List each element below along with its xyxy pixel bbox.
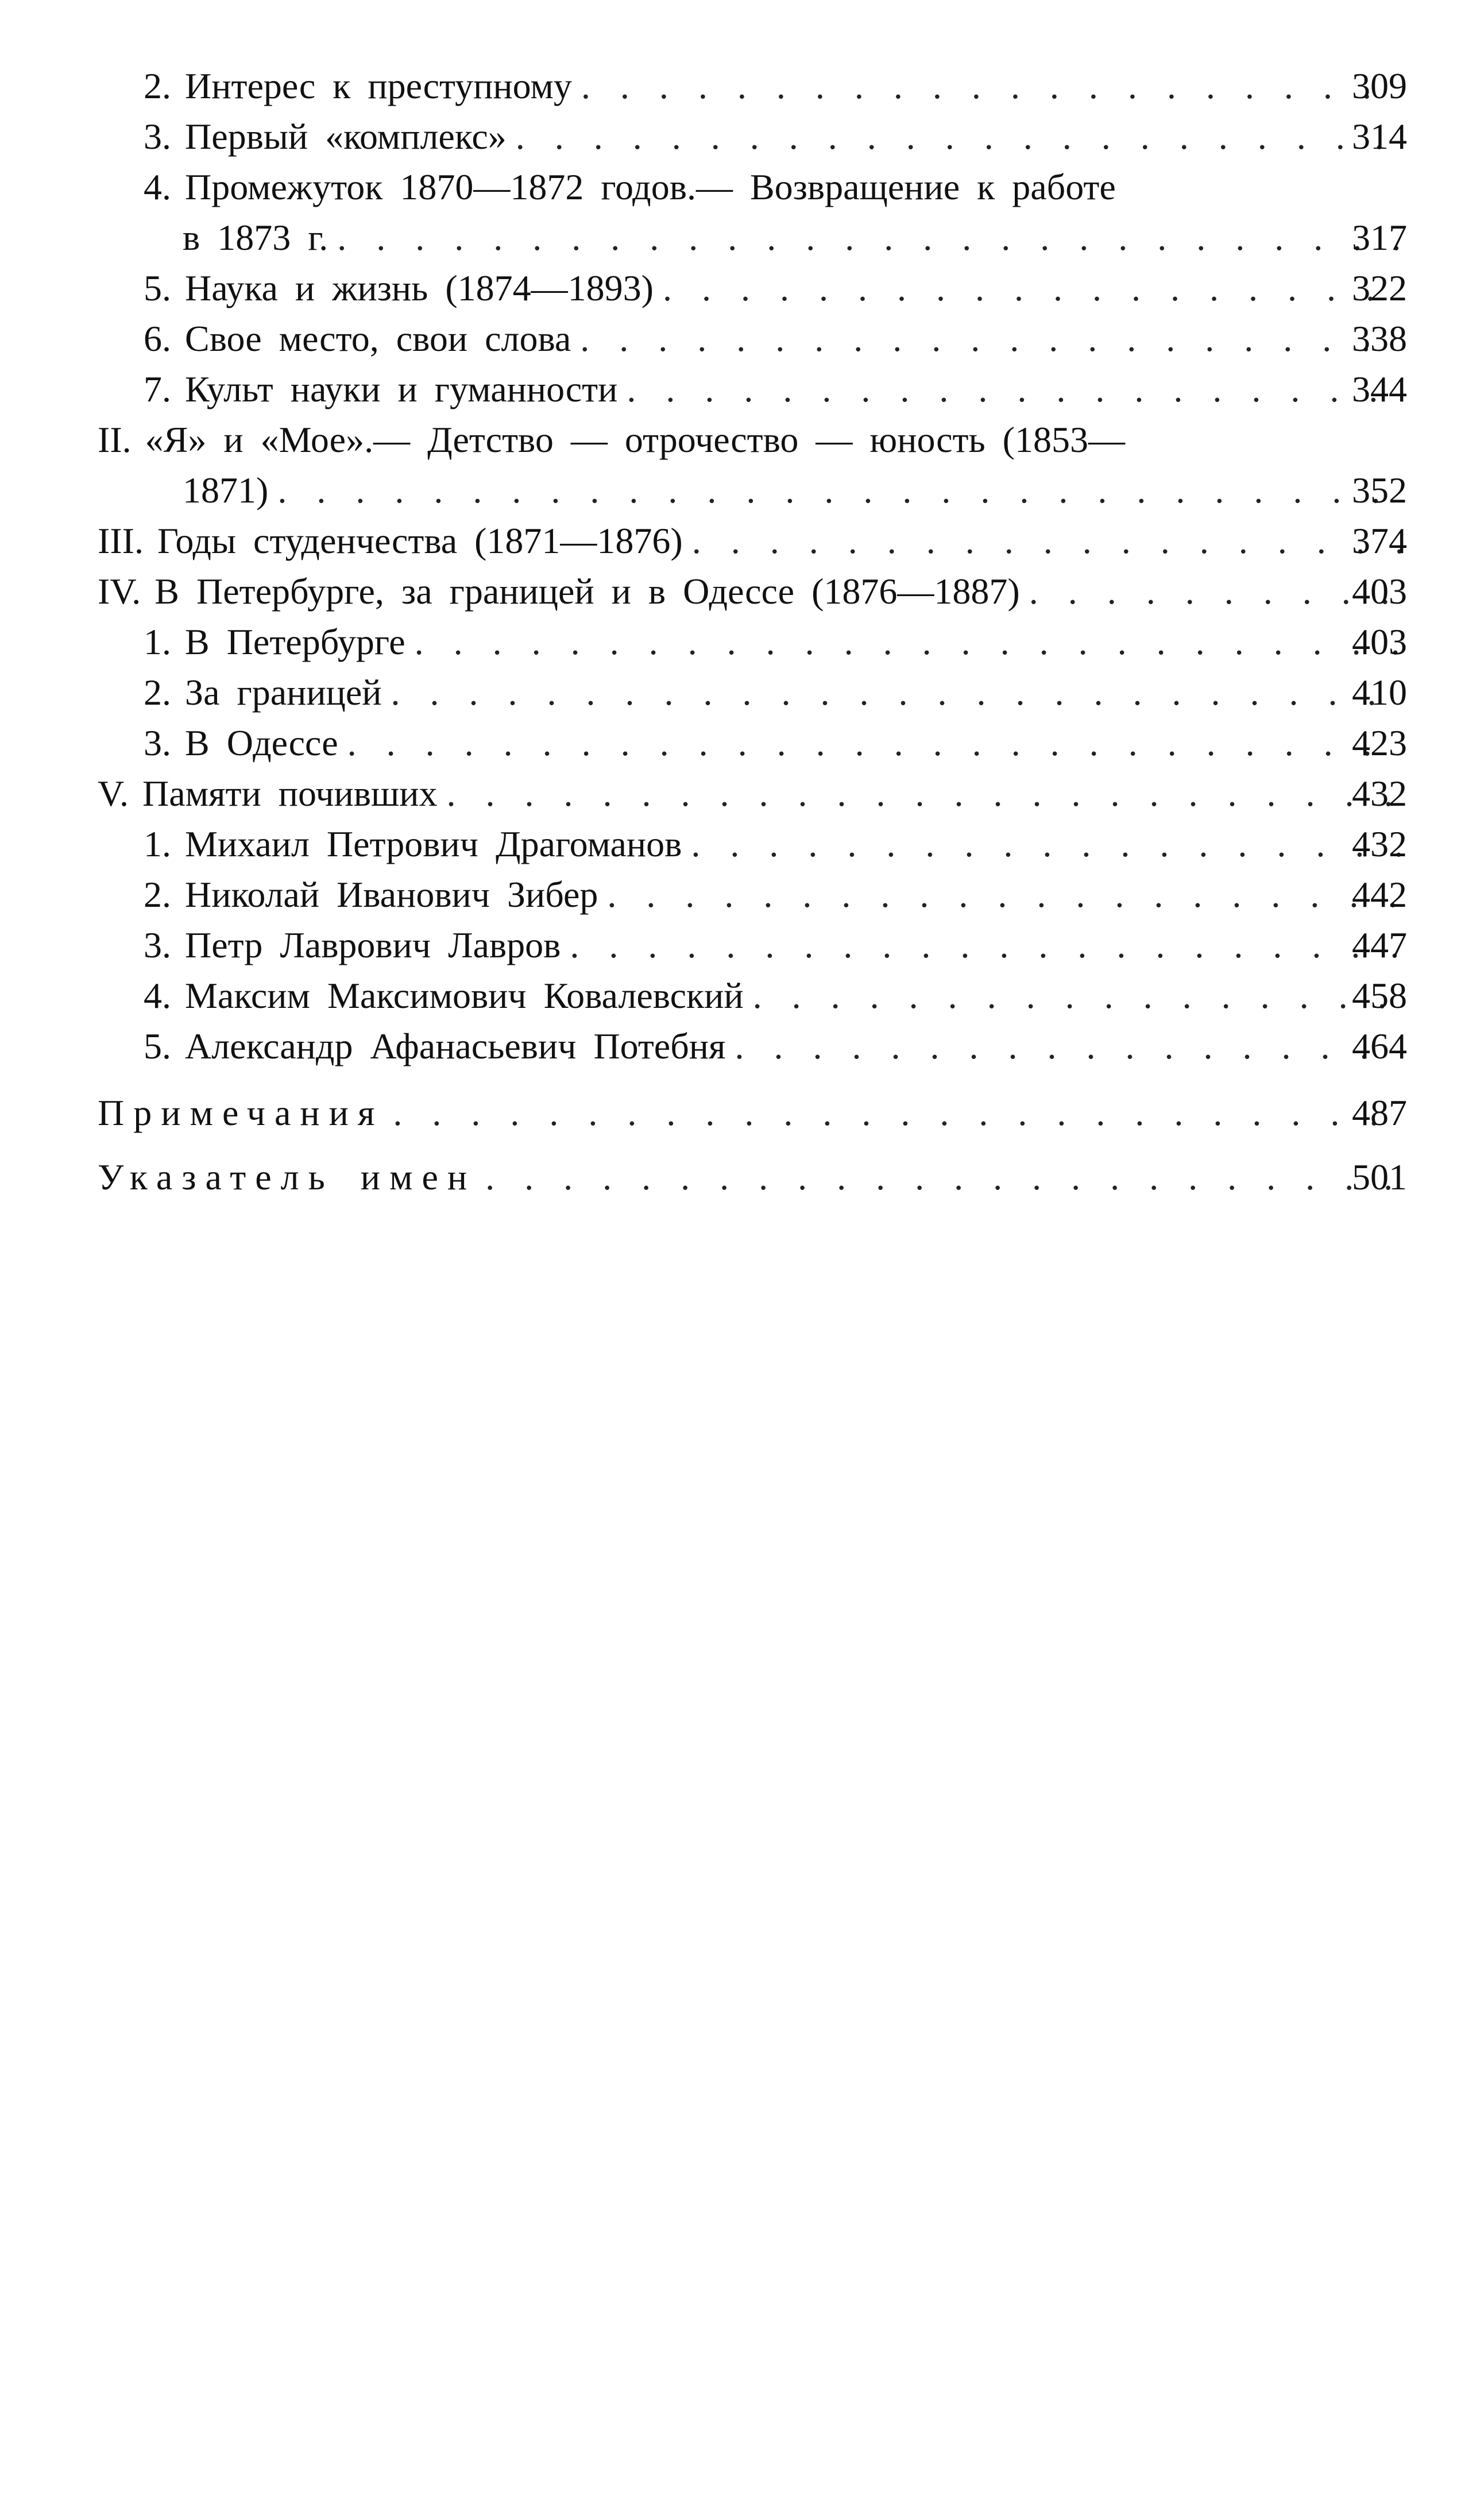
toc-entry-title: Промежуток 1870—1872 годов.— Возвращение к работе: [185, 167, 1116, 207]
toc-entry-title: Свое место, свои слова: [185, 318, 571, 359]
toc-entry-title: Наука и жизнь (1874—1893): [185, 268, 654, 308]
toc-entry-page: 423: [1352, 722, 1407, 763]
toc-entry-title: Памяти почивших: [142, 773, 438, 814]
dot-leader: [735, 1023, 1400, 1069]
toc-entry: [144, 720, 1407, 766]
toc-entry-number: 5.: [144, 1026, 171, 1066]
dot-leader: [485, 1154, 1400, 1200]
toc-entry-page: 314: [1352, 116, 1407, 157]
toc-entry-page: 432: [1352, 824, 1407, 864]
dot-leader: [277, 467, 1400, 513]
toc-entry-title: Первый «комплекс»: [185, 116, 507, 157]
dot-leader: [447, 771, 1400, 817]
toc-entry-page: 309: [1352, 65, 1407, 106]
toc-entry-page: 501: [1352, 1157, 1407, 1197]
toc-entry: [144, 63, 1407, 109]
toc-entry-number: III.: [98, 520, 144, 561]
toc-entry-page: 322: [1352, 268, 1407, 308]
toc-entry: [98, 417, 1304, 463]
toc-entry-page: 344: [1352, 369, 1407, 409]
toc-entry: [144, 670, 1407, 716]
dot-leader: [570, 922, 1400, 968]
toc-entry-number: IV.: [98, 571, 141, 612]
toc-entry: [144, 821, 1407, 867]
toc-entry: [98, 518, 1407, 564]
dot-leader: [580, 316, 1400, 362]
toc-entry-number: 3.: [144, 722, 171, 763]
toc-entry: [144, 316, 1407, 362]
toc-entry: [98, 771, 1407, 817]
toc-entry-title: Годы студенчества (1871—1876): [157, 520, 683, 561]
toc-entry-number: 5.: [144, 268, 171, 308]
toc-entry-continuation: [183, 467, 1407, 513]
toc-entry: [144, 872, 1407, 918]
toc-entry: [98, 569, 1407, 614]
dot-leader: [663, 265, 1400, 311]
toc-entry-page: 458: [1352, 975, 1407, 1016]
toc-entry-page: 487: [1352, 1092, 1407, 1133]
toc-entry-title: в 1873 г.: [183, 217, 329, 258]
toc-entry: [98, 1090, 1407, 1136]
dot-leader: [516, 114, 1400, 160]
toc-entry-page: 374: [1352, 520, 1407, 561]
toc-entry-number: II.: [98, 419, 132, 460]
toc-entry-page: 464: [1352, 1026, 1407, 1066]
dot-leader: [581, 63, 1400, 109]
toc-entry-number: 3.: [144, 116, 171, 157]
toc-entry-title: За границей: [185, 672, 382, 713]
toc-entry: [144, 973, 1407, 1019]
toc-entry-title: 1871): [183, 470, 269, 511]
toc-entry-page: 410: [1352, 672, 1407, 713]
toc-entry-page: 403: [1352, 571, 1407, 612]
toc-entry-number: 1.: [144, 824, 171, 864]
toc-entry-title: Николай Иванович Зибер: [185, 874, 598, 915]
toc-entry: [144, 164, 1292, 210]
dot-leader: [337, 215, 1400, 261]
toc-entry-number: 3.: [144, 925, 171, 965]
toc-entry-number: 4.: [144, 975, 171, 1016]
dot-leader: [415, 619, 1400, 665]
toc-entry-title: «Я» и «Мое».— Детство — отрочество — юность (1853—: [145, 419, 1125, 460]
dot-leader: [391, 670, 1400, 716]
toc-entry-number: 2.: [144, 672, 171, 713]
toc-entry-page: 447: [1352, 925, 1407, 965]
toc-entry: [144, 114, 1407, 160]
dot-leader: [607, 872, 1400, 918]
toc-entry-continuation: [183, 215, 1407, 261]
dot-leader: [753, 973, 1400, 1019]
toc-entry-title: В Петербурге, за границей и в Одессе (1876—1887): [154, 571, 1020, 612]
toc-entry-title: Примечания: [98, 1092, 384, 1133]
toc-entry-page: 442: [1352, 874, 1407, 915]
toc-entry: [144, 619, 1407, 665]
toc-entry-number: 2.: [144, 874, 171, 915]
toc-entry: [98, 1154, 1407, 1200]
toc-entry: [144, 366, 1407, 412]
toc-entry-number: 4.: [144, 167, 171, 207]
toc-entry-title: Культ науки и гуманности: [185, 369, 618, 409]
dot-leader: [691, 821, 1400, 867]
toc-entry-title: Интерес к преступному: [185, 65, 572, 106]
toc-entry-title: Александр Афанасьевич Потебня: [185, 1026, 726, 1066]
toc-entry-title: В Одессе: [185, 722, 338, 763]
toc-entry: [144, 1023, 1407, 1069]
toc-entry-title: Максим Максимович Ковалевский: [185, 975, 744, 1016]
dot-leader: [692, 518, 1400, 564]
toc-entry-title: Михаил Петрович Драгоманов: [185, 824, 682, 864]
toc-entry-number: 6.: [144, 318, 171, 359]
toc-entry: [144, 265, 1407, 311]
toc-entry-page: 338: [1352, 318, 1407, 359]
toc-entry-number: V.: [98, 773, 129, 814]
toc-entry-title: В Петербурге: [185, 621, 405, 662]
dot-leader: [627, 366, 1400, 412]
toc-entry-page: 317: [1352, 217, 1407, 258]
toc-entry-title: Указатель имен: [98, 1157, 477, 1197]
toc-entry-title: Петр Лаврович Лавров: [185, 925, 561, 965]
toc-entry-number: 2.: [144, 65, 171, 106]
toc-entry-page: 432: [1352, 773, 1407, 814]
dot-leader: [393, 1090, 1400, 1136]
toc-entry-number: 1.: [144, 621, 171, 662]
toc-entry-page: 352: [1352, 470, 1407, 511]
toc-entry-number: 7.: [144, 369, 171, 409]
dot-leader: [347, 720, 1400, 766]
toc-entry: [144, 922, 1407, 968]
toc-entry-page: 403: [1352, 621, 1407, 662]
